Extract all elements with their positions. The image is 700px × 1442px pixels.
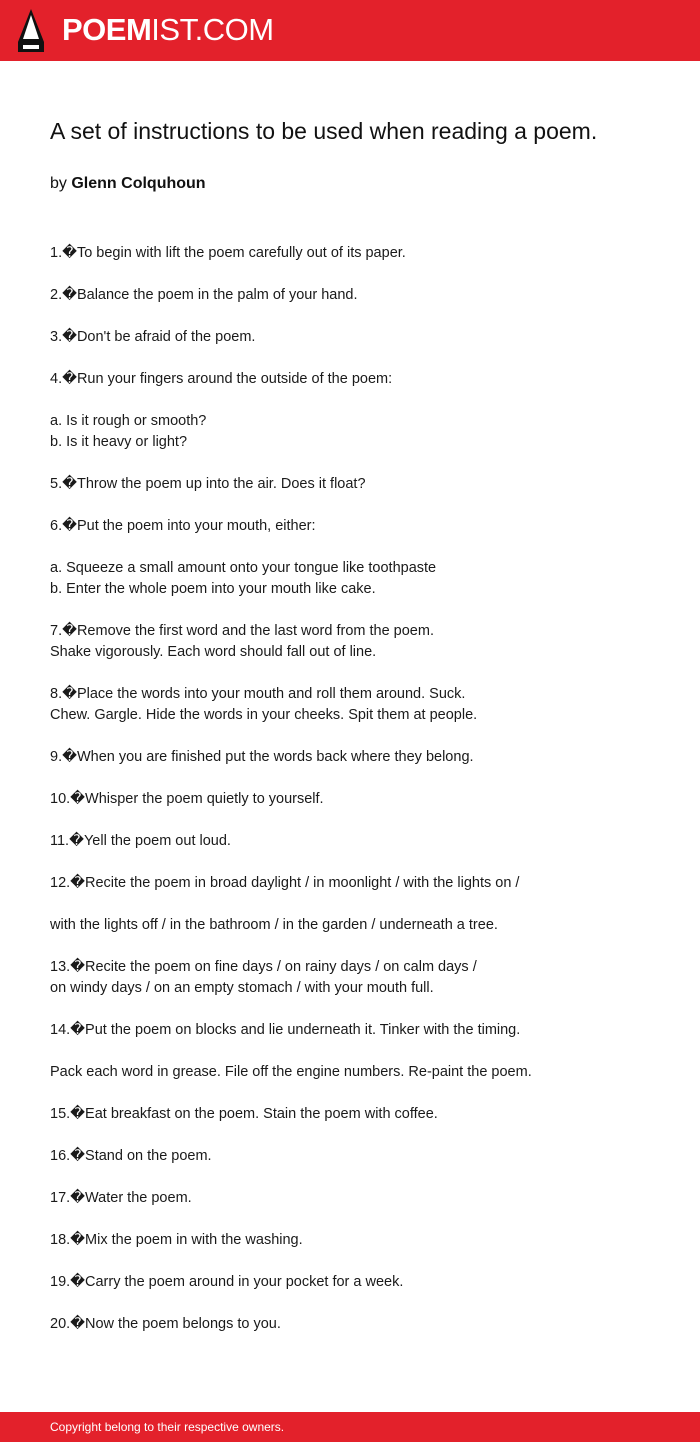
poem-line: 12.�Recite the poem in broad daylight / in moonlight / with the lights on /	[50, 875, 520, 891]
poem-line: 17.�Water the poem.	[50, 1190, 192, 1206]
poem-stanza	[50, 1020, 670, 1041]
site-header	[0, 0, 700, 61]
poem-line: 7.�Remove the first word and the last word from the poem.	[50, 623, 434, 639]
poem-body	[50, 243, 670, 1356]
poem-stanza	[50, 831, 670, 852]
poem-line: on windy days / on an empty stomach / with your mouth full.	[50, 980, 434, 996]
poem-line: Pack each word in grease. File off the engine numbers. Re-paint the poem.	[50, 1064, 532, 1080]
poem-line: a. Squeeze a small amount onto your tongue like toothpaste	[50, 560, 437, 576]
poem-stanza	[50, 621, 670, 663]
poem-line: 13.�Recite the poem on fine days / on rainy days / on calm days /	[50, 959, 477, 975]
poem-stanza	[50, 684, 670, 726]
poem-line: 2.�Balance the poem in the palm of your hand.	[50, 287, 358, 303]
pencil-icon[interactable]	[18, 9, 44, 52]
poem-stanza	[50, 1272, 670, 1293]
poem-stanza	[50, 243, 670, 264]
poem-title: A set of instructions to be used when reading a poem.	[50, 118, 598, 144]
poem-stanza	[50, 1146, 670, 1167]
poem-stanza	[50, 915, 670, 936]
poem-stanza	[50, 474, 670, 495]
logo-text-bold: POEM	[62, 12, 152, 47]
poem-line: 5.�Throw the poem up into the air. Does it float?	[50, 476, 366, 492]
poem-line: 18.�Mix the poem in with the washing.	[50, 1232, 303, 1248]
copyright-text: Copyright belong to their respective owners.	[50, 1420, 285, 1434]
poem-author: Glenn Colquhoun	[71, 175, 206, 192]
poem-stanza	[50, 1104, 670, 1125]
poem-stanza	[50, 789, 670, 810]
poem-stanza	[50, 1314, 670, 1335]
poem-line: 3.�Don't be afraid of the poem.	[50, 329, 256, 345]
poem-line: 4.�Run your fingers around the outside of the poem:	[50, 371, 393, 387]
poem-stanza	[50, 957, 670, 999]
poem-line: 15.�Eat breakfast on the poem. Stain the poem with coffee.	[50, 1106, 438, 1122]
poem-line: b. Is it heavy or light?	[50, 434, 188, 450]
poem-line: 16.�Stand on the poem.	[50, 1148, 212, 1164]
poem-line: b. Enter the whole poem into your mouth like cake.	[50, 581, 376, 597]
poem-line: 20.�Now the poem belongs to you.	[50, 1316, 281, 1332]
poem-line: Shake vigorously. Each word should fall out of line.	[50, 644, 377, 660]
poem-line: Chew. Gargle. Hide the words in your cheeks. Spit them at people.	[50, 707, 478, 723]
site-logo[interactable]	[62, 12, 274, 48]
poem-stanza	[50, 558, 670, 600]
poem-line: with the lights off / in the bathroom / in the garden / underneath a tree.	[50, 917, 498, 933]
poem-line: 19.�Carry the poem around in your pocket for a week.	[50, 1274, 404, 1290]
poem-line: 11.�Yell the poem out loud.	[50, 833, 231, 849]
poem-stanza	[50, 1230, 670, 1251]
site-footer	[0, 1412, 700, 1442]
poem-line: 1.�To begin with lift the poem carefully out of its paper.	[50, 245, 406, 261]
poem-stanza	[50, 411, 670, 453]
poem-line: 9.�When you are finished put the words back where they belong.	[50, 749, 474, 765]
logo-text-thin: IST.COM	[151, 12, 274, 47]
poem-stanza	[50, 1062, 670, 1083]
poem-stanza	[50, 327, 670, 348]
poem-line: 10.�Whisper the poem quietly to yourself.	[50, 791, 324, 807]
poem-stanza	[50, 873, 670, 894]
poem-stanza	[50, 285, 670, 306]
poem-line: 6.�Put the poem into your mouth, either:	[50, 518, 316, 534]
poem-stanza	[50, 369, 670, 390]
poem-stanza	[50, 1188, 670, 1209]
by-label: by	[50, 175, 67, 192]
poem-stanza	[50, 516, 670, 537]
poem-line: 14.�Put the poem on blocks and lie underneath it. Tinker with the timing.	[50, 1022, 521, 1038]
poem-line: a. Is it rough or smooth?	[50, 413, 207, 429]
poem-line: 8.�Place the words into your mouth and roll them around. Suck.	[50, 686, 466, 702]
poem-byline	[50, 173, 206, 195]
poem-stanza	[50, 747, 670, 768]
